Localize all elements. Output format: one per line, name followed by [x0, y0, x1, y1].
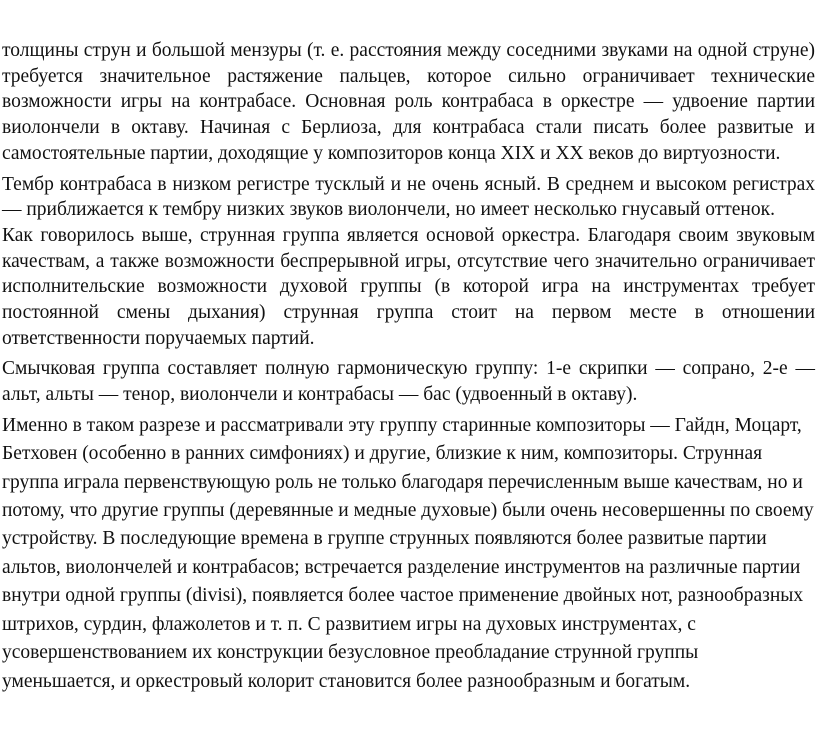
paragraph-historical-role: Именно в таком разрезе и рассматривали эту группу старинные композиторы — Гайдн, Моцарт, Бетховен (особенно в ранних симфониях) и другие, близкие к ним, композиторы. Струнная группа играла первенствующую роль не только благодаря перечисленным выше качествам, но и потому, что другие группы (деревянные и медные духовые) были очень несовершенны по своему устройству. В последующие времена в группе струнных появляются более развитые партии альтов, виолончелей и контрабасов; встречается разделение инструментов на различные партии внутри одной группы (divisi), появляется более частое применение двойных нот, разнообразных штрихов, сурдин, флажолетов и т. п. С развитием игры на духовых инструментах, с усовершенствованием их конструкции безусловное преобладание струнной группы уменьшается, и оркестровый колорит становится более разнообразным и богатым.	[2, 414, 814, 692]
paragraph-harmonic-group: Смычковая группа составляет полную гармоническую группу: 1-е скрипки — сопрано, 2-е — альт, альты — тенор, виолончели и контрабасы — бас (удвоенный в октаву).	[2, 358, 815, 406]
paragraph-double-bass-timbre: Тембр контрабаса в низком регистре тусклый и не очень ясный. В среднем и высоком регистрах — приближается к тембру низких звуков виолончели, но имеет несколько гнусавый оттенок.	[2, 173, 815, 221]
paragraph-string-group-basis: Как говорилось выше, струнная группа является основой оркестра. Благодаря своим звуковым качествам, а также возможности беспрерывной игры, отсутствие чего значительно ограничивает исполнительские возможности духовой группы (в которой игра на инструментах требует постоянной смены дыхания) струнная группа стоит на первом месте в отношении ответственности поручаемых партий.	[2, 224, 815, 349]
paragraph-double-bass-role: толщины струн и большой мензуры (т. е. расстояния между соседними звуками на одной струне) требуется значительное растяжение пальцев, которое сильно ограничивает технические возможности игры на контрабасе. Основная роль контрабаса в оркестре — удвоение партии виолончели в октаву. Начиная с Берлиоза, для контрабаса стали писать более развитые и самостоятельные партии, доходящие у композиторов конца XIX и XX веков до виртуозности.	[2, 40, 815, 164]
